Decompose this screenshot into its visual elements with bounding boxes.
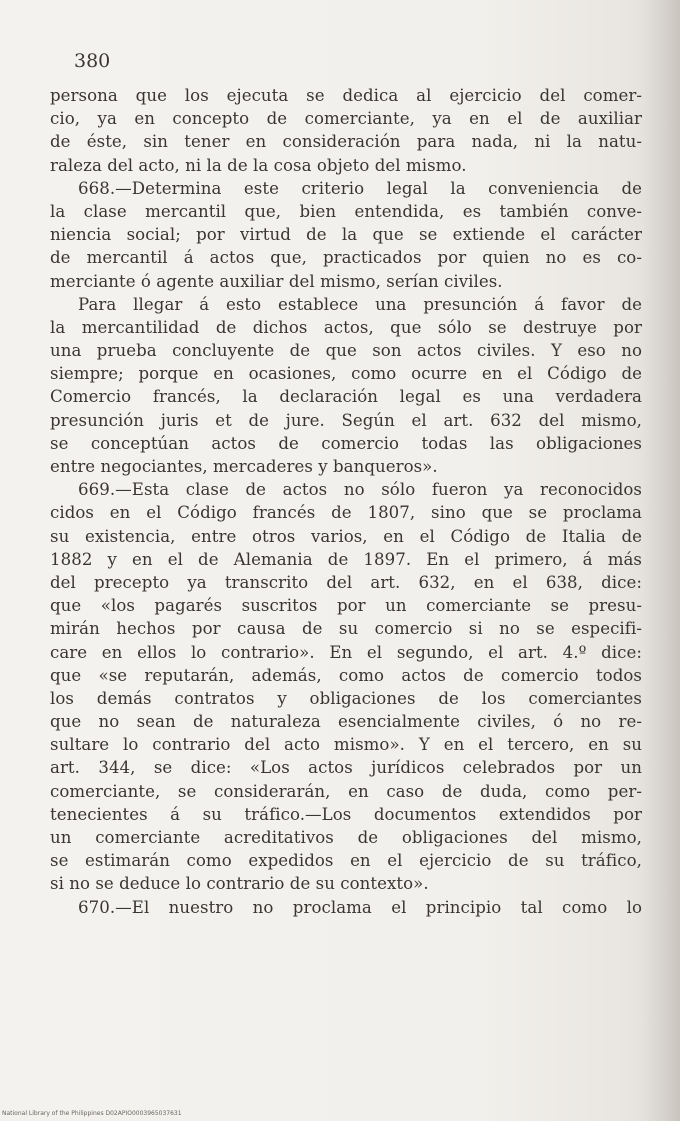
text-line: siempre; porque en ocasiones, como ocurre en el Código de: [50, 364, 642, 384]
text-line: de mercantil á actos que, practicados por quien no es co-: [50, 248, 642, 268]
text-line: cidos en el Código francés de 1807, sino que se proclama: [50, 503, 642, 523]
text-line: su existencia, entre otros varios, en el Código de Italia de: [50, 526, 642, 546]
text-line: Comercio francés, la declaración legal es una verdadera: [50, 387, 642, 407]
text-line: 668.—Determina este criterio legal la conveniencia de: [78, 178, 642, 198]
text-line: 669.—Esta clase de actos no sólo fueron ya reconocidos: [78, 480, 642, 500]
text-line: mirán hechos por causa de su comercio si no se especifi-: [50, 619, 642, 639]
body-text: [50, 84, 642, 919]
text-line: 670.—El nuestro no proclama el principio tal como lo: [78, 897, 642, 917]
text-line: de éste, sin tener en consideración para nada, ni la natu-: [50, 132, 642, 152]
text-line: se conceptúan actos de comercio todas las obligaciones: [50, 433, 642, 453]
text-line: sultare lo contrario del acto mismo». Y en el tercero, en su: [50, 735, 642, 755]
text-line: art. 344, se dice: «Los actos jurídicos celebrados por un: [50, 758, 642, 778]
text-line: los demás contratos y obligaciones de los comerciantes: [50, 688, 642, 708]
page-edge-shadow: [642, 0, 680, 1121]
text-line: 1882 y en el de Alemania de 1897. En el primero, á más: [50, 549, 642, 569]
text-line: niencia social; por virtud de la que se extiende el carácter: [50, 225, 642, 245]
text-line: la mercantilidad de dichos actos, que sólo se destruye por: [50, 317, 642, 337]
text-line: una prueba concluyente de que son actos civiles. Y eso no: [50, 341, 642, 361]
text-line: tenecientes á su tráfico.—Los documentos extendidos por: [50, 804, 642, 824]
text-line: raleza del acto, ni la de la cosa objeto del mismo.: [50, 155, 467, 175]
text-line: un comerciante acreditativos de obligaciones del mismo,: [50, 828, 642, 847]
text-line: entre negociantes, mercaderes y banqueros».: [50, 457, 438, 476]
text-line: presunción juris et de jure. Según el art. 632 del mismo,: [50, 410, 642, 430]
text-line: que «se reputarán, además, como actos de comercio todos: [50, 665, 642, 685]
text-line: si no se deduce lo contrario de su contexto».: [50, 874, 429, 894]
text-line: que no sean de naturaleza esencialmente civiles, ó no re-: [50, 712, 642, 732]
text-line: del precepto ya transcrito del art. 632, en el 638, dice:: [50, 572, 642, 592]
text-line: merciante ó agente auxiliar del mismo, serían civiles.: [50, 271, 503, 291]
page-number: 380: [74, 50, 111, 72]
text-line: care en ellos lo contrario». En el segundo, el art. 4.º dice:: [50, 642, 642, 662]
text-line: persona que los ejecuta se dedica al ejercicio del comer-: [50, 86, 642, 105]
text-line: comerciante, se considerarán, en caso de duda, como per-: [50, 781, 642, 801]
text-line: Para llegar á esto establece una presunción á favor de: [78, 294, 642, 314]
text-line: cio, ya en concepto de comerciante, ya en el de auxiliar: [50, 109, 642, 129]
text-line: que «los pagarés suscritos por un comerciante se presu-: [50, 596, 642, 616]
text-line: se estimarán como expedidos en el ejercicio de su tráfico,: [50, 851, 642, 871]
library-footer: National Library of the Philippines D02APIO0003965037631: [2, 1110, 182, 1117]
text-line: la clase mercantil que, bien entendida, es también conve-: [50, 201, 642, 221]
